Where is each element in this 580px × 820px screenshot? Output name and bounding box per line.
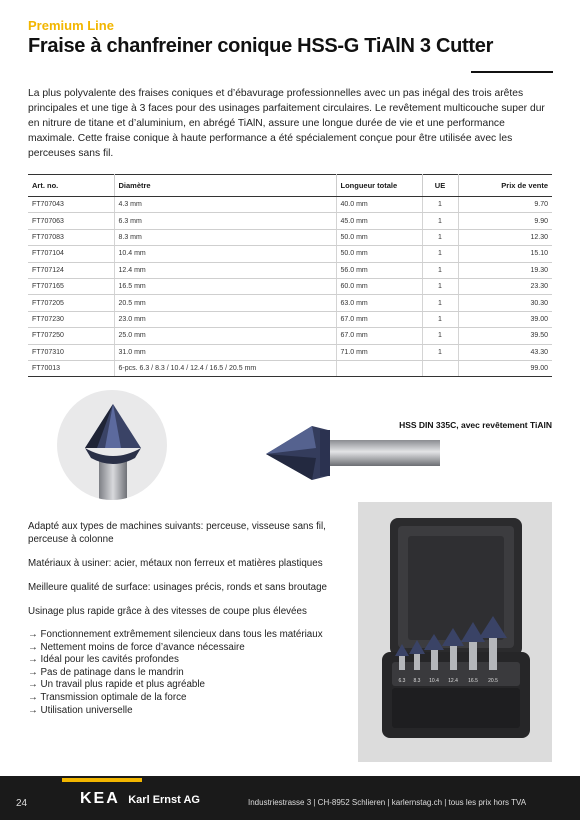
cell-length: 67.0 mm [336, 328, 422, 344]
cell-diameter: 12.4 mm [114, 262, 336, 278]
cell-diameter: 6.3 mm [114, 213, 336, 229]
benefit-item: → Idéal pour les cavités profondes [28, 654, 179, 666]
feature-machines: Adapté aux types de machines suivants: perceuse, visseuse sans fil, perceuse à colonne [28, 521, 326, 545]
cell-ue: 1 [422, 213, 458, 229]
countersink-side-illustration [262, 418, 442, 488]
tool-caption: HSS DIN 335C, avec revêtement TiAlN [399, 420, 552, 430]
table-row [28, 229, 552, 245]
benefit-item: → Un travail plus rapide et plus agréable [28, 679, 205, 691]
countersink-head-illustration [57, 390, 167, 500]
cell-diameter: 4.3 mm [114, 197, 336, 213]
column-header-art-no: Art. no. [28, 175, 114, 197]
table-row [28, 311, 552, 327]
cell-length: 60.0 mm [336, 278, 422, 294]
logo-company-name: Karl Ernst AG [128, 794, 200, 806]
cell-ue: 1 [422, 197, 458, 213]
table-row [28, 278, 552, 294]
table-row [28, 295, 552, 311]
footer-address: Industriestrasse 3 | CH-8952 Schlieren | karlernstag.ch | tous les prix hors TVA [248, 798, 527, 807]
cell-price: 12.30 [458, 229, 552, 245]
cell-price: 9.70 [458, 197, 552, 213]
cell-art-no: FT707043 [28, 197, 114, 213]
column-header-length: Longueur totale [336, 175, 422, 197]
kicker: Premium Line [28, 18, 114, 33]
cell-length: 40.0 mm [336, 197, 422, 213]
cell-art-no: FT707083 [28, 229, 114, 245]
intro-text: La plus polyvalente des fraises coniques et d’ébavurage professionnelles avec un pas inégal des trois arêtes principales et une tige à 3 faces pour des usinages parfaitement circulaires. Le revêtement multicouche super dur en nitrure de titane et d’aluminium, en abrégé TiAlN, assure une longue durée de vie et une performance maximale. Cette fraise conique à haute performance a été spécialement conçue pour être utilisée avec les perceuses sans fil. [28, 88, 545, 159]
benefit-item: → Transmission optimale de la force [28, 691, 187, 703]
brand-logo [80, 790, 200, 808]
cell-ue [422, 360, 458, 376]
cell-diameter: 23.0 mm [114, 311, 336, 327]
feature-materials: Matériaux à usiner: acier, métaux non ferreux et matières plastiques [28, 558, 323, 569]
cell-price: 15.10 [458, 246, 552, 262]
column-header-price: Prix de vente [458, 175, 552, 197]
benefit-list [28, 629, 358, 717]
page-title: Fraise à chanfreiner conique HSS-G TiAlN 3 Cutter [28, 35, 494, 57]
case-label: 8.3 [413, 678, 421, 684]
case-label: 20.5 [488, 678, 498, 684]
table-row [28, 213, 552, 229]
cell-art-no: FT707124 [28, 262, 114, 278]
cell-diameter: 6-pcs. 6.3 / 8.3 / 10.4 / 12.4 / 16.5 / 20.5 mm [114, 360, 336, 376]
cell-price: 99.00 [458, 360, 552, 376]
cell-ue: 1 [422, 229, 458, 245]
feature-surface: Meilleure qualité de surface: usinages précis, ronds et sans broutage [28, 582, 327, 593]
benefit-item: → Nettement moins de force d’avance nécessaire [28, 641, 245, 653]
table-row [28, 328, 552, 344]
product-table [28, 174, 552, 377]
table-row [28, 246, 552, 262]
cell-length: 67.0 mm [336, 311, 422, 327]
benefit-item: → Fonctionnement extrêmement silencieux dans tous les matériaux [28, 629, 323, 640]
feature-list [28, 520, 358, 717]
cell-diameter: 8.3 mm [114, 229, 336, 245]
cell-price: 39.00 [458, 311, 552, 327]
cell-length: 45.0 mm [336, 213, 422, 229]
cell-art-no: FT707104 [28, 246, 114, 262]
case-label: 12.4 [448, 678, 458, 684]
table-row [28, 344, 552, 360]
product-image-cone-closeup [57, 390, 167, 500]
cell-price: 9.90 [458, 213, 552, 229]
footer-accent-bar [62, 778, 142, 782]
table-row [28, 197, 552, 213]
cell-price: 23.30 [458, 278, 552, 294]
cell-price: 43.30 [458, 344, 552, 360]
cell-art-no: FT707063 [28, 213, 114, 229]
cell-length: 50.0 mm [336, 246, 422, 262]
cell-ue: 1 [422, 328, 458, 344]
feature-speed: Usinage plus rapide grâce à des vitesses de coupe plus élevées [28, 606, 307, 617]
cell-art-no: FT707205 [28, 295, 114, 311]
table-header-row [28, 175, 552, 197]
table-row [28, 262, 552, 278]
product-image-case [358, 502, 552, 762]
case-label: 6.3 [398, 678, 406, 684]
cell-ue: 1 [422, 311, 458, 327]
cell-diameter: 16.5 mm [114, 278, 336, 294]
cell-diameter: 25.0 mm [114, 328, 336, 344]
product-image-side-view [262, 418, 442, 488]
case-label: 16.5 [468, 678, 478, 684]
column-header-ue: UE [422, 175, 458, 197]
page-number: 24 [16, 798, 28, 809]
cell-price: 39.50 [458, 328, 552, 344]
cell-ue: 1 [422, 246, 458, 262]
cell-art-no: FT707230 [28, 311, 114, 327]
cell-diameter: 31.0 mm [114, 344, 336, 360]
cell-ue: 1 [422, 344, 458, 360]
cell-diameter: 10.4 mm [114, 246, 336, 262]
cell-diameter: 20.5 mm [114, 295, 336, 311]
case-label: 10.4 [429, 678, 439, 684]
cell-length [336, 360, 422, 376]
cell-length: 50.0 mm [336, 229, 422, 245]
cell-price: 30.30 [458, 295, 552, 311]
cell-ue: 1 [422, 278, 458, 294]
cell-art-no: FT707310 [28, 344, 114, 360]
logo-mark: KEA [80, 790, 120, 807]
cell-ue: 1 [422, 262, 458, 278]
column-header-diameter: Diamètre [114, 175, 336, 197]
cell-length: 63.0 mm [336, 295, 422, 311]
title-rule [471, 71, 553, 73]
cell-art-no: FT70013 [28, 360, 114, 376]
cell-art-no: FT707165 [28, 278, 114, 294]
cell-ue: 1 [422, 295, 458, 311]
tool-case-illustration [358, 502, 552, 762]
benefit-item: → Pas de patinage dans le mandrin [28, 666, 184, 678]
benefit-item: → Utilisation universelle [28, 704, 133, 716]
table-row [28, 360, 552, 376]
cell-length: 56.0 mm [336, 262, 422, 278]
cell-art-no: FT707250 [28, 328, 114, 344]
cell-length: 71.0 mm [336, 344, 422, 360]
cell-price: 19.30 [458, 262, 552, 278]
